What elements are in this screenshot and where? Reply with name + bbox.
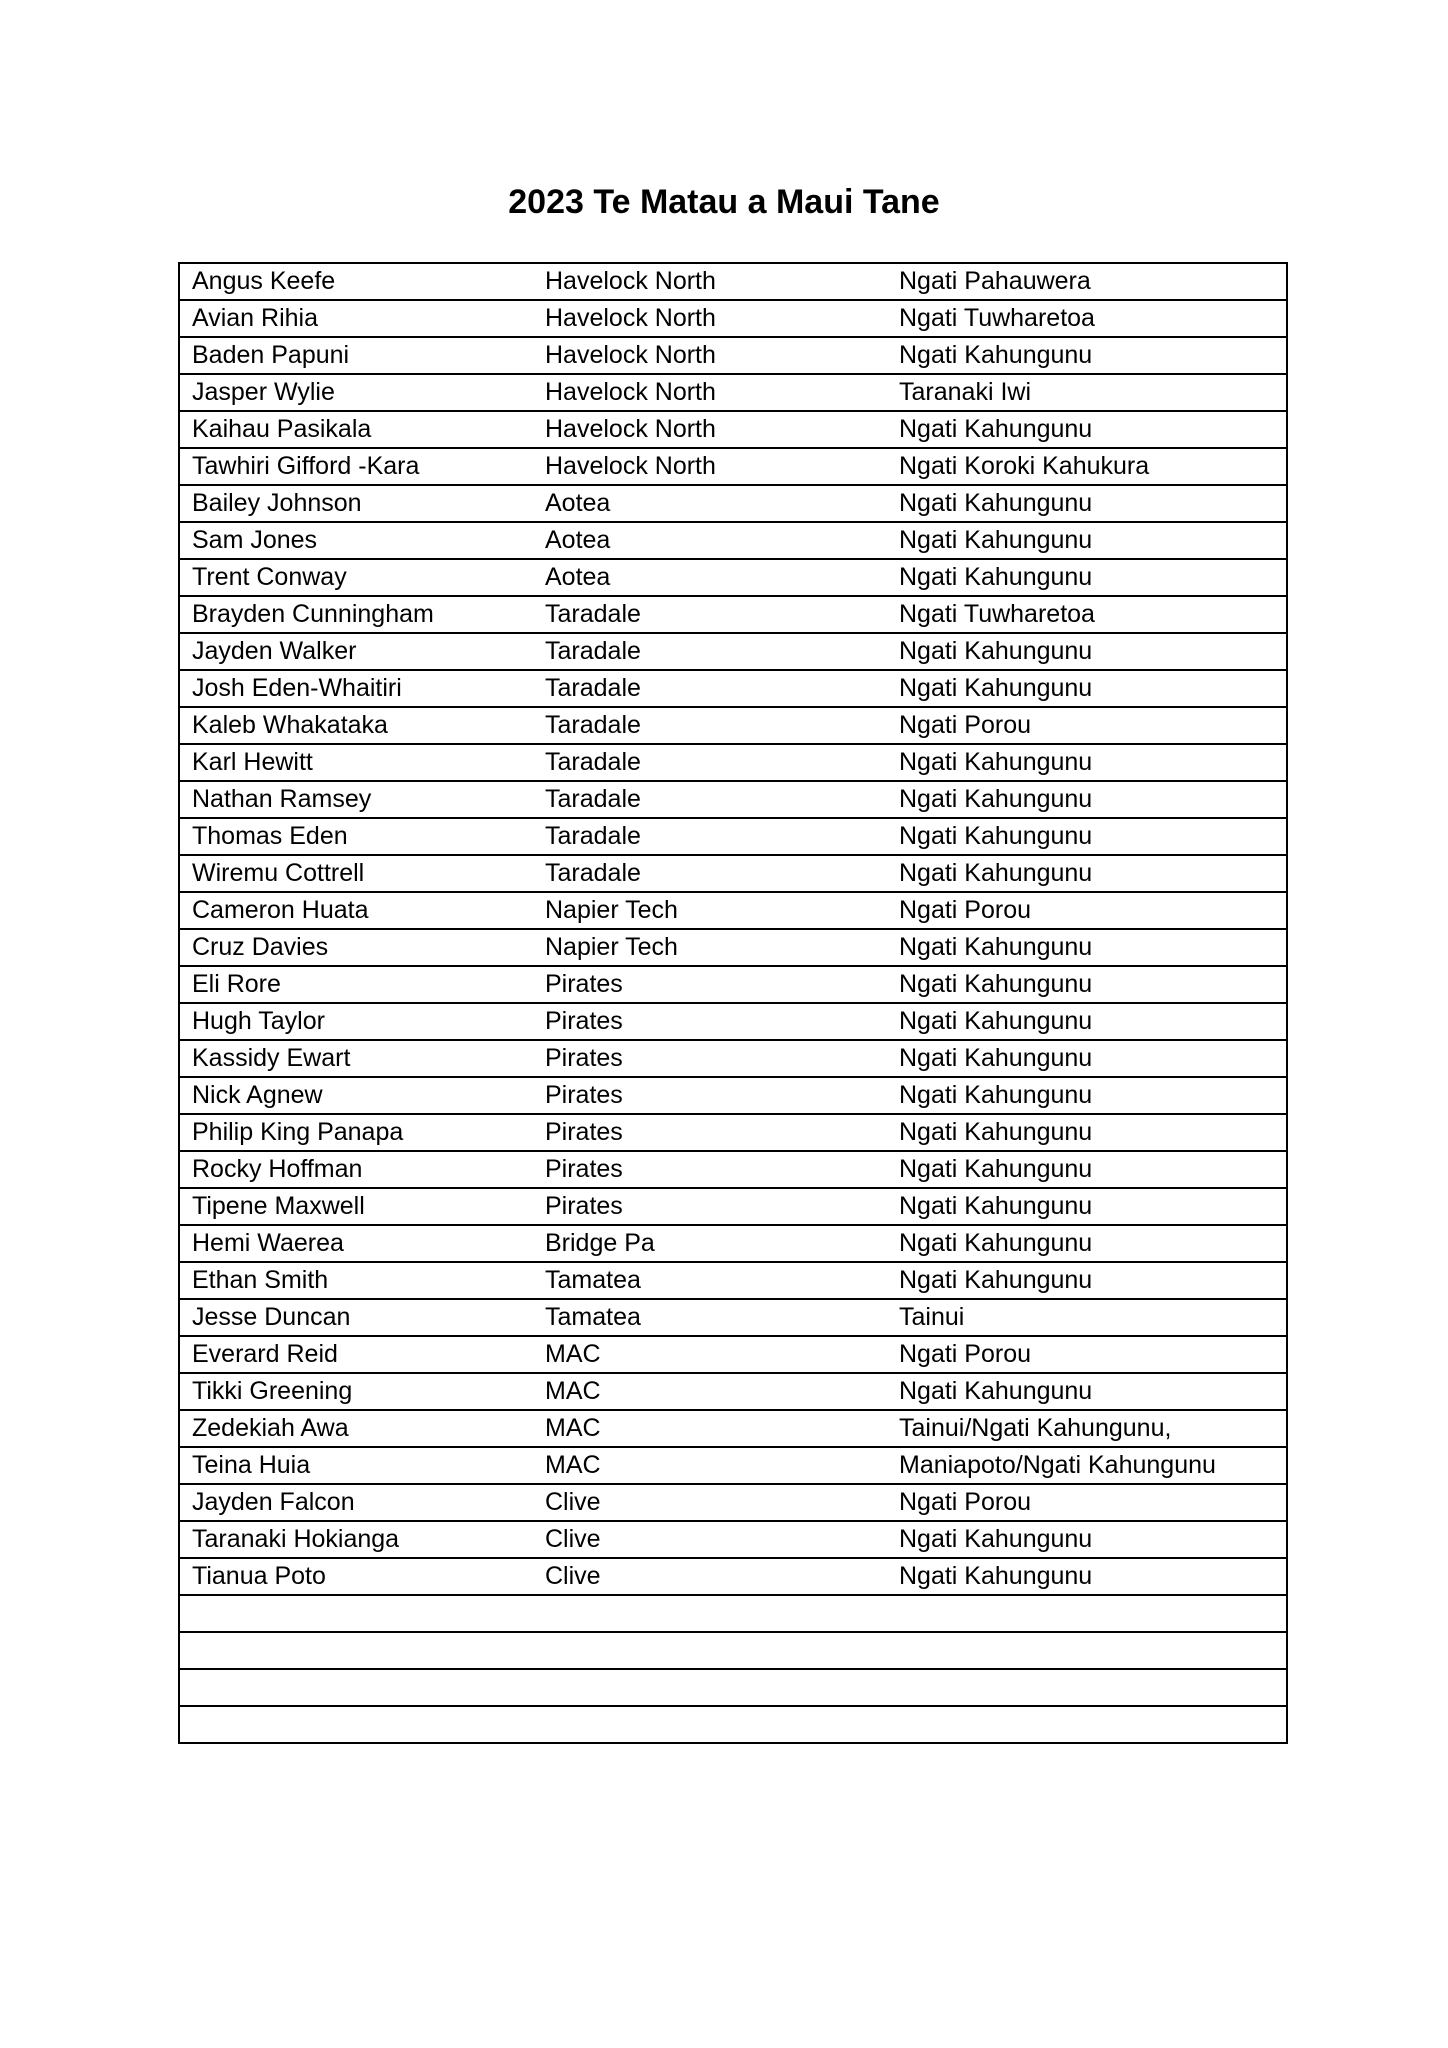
club-cell: Havelock North (533, 448, 887, 485)
iwi-cell: Ngati Kahungunu (887, 559, 1287, 596)
club-cell: Havelock North (533, 374, 887, 411)
iwi-cell (887, 1706, 1287, 1743)
player-name-cell: Philip King Panapa (179, 1114, 533, 1151)
iwi-cell: Taranaki Iwi (887, 374, 1287, 411)
club-cell: Taradale (533, 855, 887, 892)
player-name-cell: Thomas Eden (179, 818, 533, 855)
player-name-cell: Ethan Smith (179, 1262, 533, 1299)
roster-body (179, 263, 1287, 1743)
iwi-cell: Ngati Kahungunu (887, 337, 1287, 374)
iwi-cell: Ngati Kahungunu (887, 1040, 1287, 1077)
iwi-cell: Ngati Porou (887, 892, 1287, 929)
iwi-cell (887, 1595, 1287, 1632)
table-row (179, 1669, 1287, 1706)
iwi-cell: Ngati Kahungunu (887, 1521, 1287, 1558)
iwi-cell: Ngati Kahungunu (887, 1373, 1287, 1410)
table-row (179, 559, 1287, 596)
club-cell: Aotea (533, 559, 887, 596)
iwi-cell: Ngati Tuwharetoa (887, 300, 1287, 337)
player-name-cell: Jasper Wylie (179, 374, 533, 411)
table-row (179, 263, 1287, 300)
player-name-cell: Brayden Cunningham (179, 596, 533, 633)
club-cell: Napier Tech (533, 892, 887, 929)
table-row (179, 522, 1287, 559)
iwi-cell: Tainui/Ngati Kahungunu, (887, 1410, 1287, 1447)
iwi-cell: Ngati Kahungunu (887, 1262, 1287, 1299)
iwi-cell: Ngati Kahungunu (887, 929, 1287, 966)
iwi-cell: Ngati Tuwharetoa (887, 596, 1287, 633)
iwi-cell: Ngati Kahungunu (887, 1188, 1287, 1225)
player-name-cell: Nathan Ramsey (179, 781, 533, 818)
table-row (179, 1484, 1287, 1521)
table-row (179, 670, 1287, 707)
iwi-cell: Ngati Kahungunu (887, 1077, 1287, 1114)
club-cell: MAC (533, 1336, 887, 1373)
table-row (179, 411, 1287, 448)
table-row (179, 929, 1287, 966)
player-name-cell: Kassidy Ewart (179, 1040, 533, 1077)
iwi-cell: Ngati Kahungunu (887, 855, 1287, 892)
club-cell: Taradale (533, 670, 887, 707)
player-name-cell: Karl Hewitt (179, 744, 533, 781)
player-name-cell: Tawhiri Gifford -Kara (179, 448, 533, 485)
player-name-cell: Jayden Falcon (179, 1484, 533, 1521)
club-cell (533, 1595, 887, 1632)
table-row (179, 1262, 1287, 1299)
iwi-cell: Ngati Kahungunu (887, 411, 1287, 448)
iwi-cell: Ngati Porou (887, 1336, 1287, 1373)
table-row (179, 1632, 1287, 1669)
table-row (179, 744, 1287, 781)
iwi-cell: Ngati Koroki Kahukura (887, 448, 1287, 485)
table-row (179, 1299, 1287, 1336)
table-row (179, 818, 1287, 855)
player-name-cell: Wiremu Cottrell (179, 855, 533, 892)
iwi-cell: Ngati Porou (887, 707, 1287, 744)
iwi-cell: Ngati Kahungunu (887, 744, 1287, 781)
player-name-cell: Bailey Johnson (179, 485, 533, 522)
table-row (179, 707, 1287, 744)
iwi-cell: Ngati Kahungunu (887, 818, 1287, 855)
club-cell: Taradale (533, 744, 887, 781)
table-row (179, 448, 1287, 485)
player-name-cell: Jayden Walker (179, 633, 533, 670)
table-row (179, 596, 1287, 633)
table-row (179, 1336, 1287, 1373)
club-cell: Havelock North (533, 411, 887, 448)
player-name-cell: Cameron Huata (179, 892, 533, 929)
club-cell: Pirates (533, 1188, 887, 1225)
table-row (179, 1077, 1287, 1114)
table-row (179, 337, 1287, 374)
player-name-cell: Nick Agnew (179, 1077, 533, 1114)
iwi-cell: Ngati Kahungunu (887, 1558, 1287, 1595)
iwi-cell: Tainui (887, 1299, 1287, 1336)
iwi-cell: Ngati Kahungunu (887, 1225, 1287, 1262)
club-cell: Taradale (533, 818, 887, 855)
club-cell: Pirates (533, 1151, 887, 1188)
player-name-cell: Josh Eden-Whaitiri (179, 670, 533, 707)
player-name-cell: Jesse Duncan (179, 1299, 533, 1336)
table-row (179, 300, 1287, 337)
player-name-cell: Tipene Maxwell (179, 1188, 533, 1225)
roster-table (178, 262, 1288, 1744)
player-name-cell: Angus Keefe (192, 267, 336, 295)
table-row (179, 1151, 1287, 1188)
player-name-cell (179, 1669, 533, 1706)
club-cell: Taradale (533, 633, 887, 670)
player-name-cell: Taranaki Hokianga (179, 1521, 533, 1558)
table-row (179, 781, 1287, 818)
player-name-cell: Rocky Hoffman (179, 1151, 533, 1188)
club-cell: Pirates (533, 1040, 887, 1077)
player-name-cell: Teina Huia (179, 1447, 533, 1484)
player-name-cell: Hemi Waerea (179, 1225, 533, 1262)
iwi-cell: Ngati Kahungunu (887, 1114, 1287, 1151)
table-row (179, 1114, 1287, 1151)
club-cell: Havelock North (533, 300, 887, 337)
player-name-cell: Trent Conway (179, 559, 533, 596)
club-cell (533, 1632, 887, 1669)
table-row (179, 1447, 1287, 1484)
iwi-cell (887, 1632, 1287, 1669)
iwi-cell: Ngati Porou (887, 1484, 1287, 1521)
club-cell: Pirates (533, 966, 887, 1003)
player-name-cell (179, 1706, 533, 1743)
table-row (179, 485, 1287, 522)
iwi-cell: Ngati Kahungunu (887, 1151, 1287, 1188)
club-cell: Clive (533, 1558, 887, 1595)
club-cell: Tamatea (533, 1262, 887, 1299)
table-row (179, 1595, 1287, 1632)
player-name-cell: Sam Jones (179, 522, 533, 559)
player-name-cell: Kaleb Whakataka (179, 707, 533, 744)
player-name-cell: Zedekiah Awa (179, 1410, 533, 1447)
iwi-cell: Ngati Kahungunu (887, 781, 1287, 818)
iwi-cell: Ngati Kahungunu (887, 633, 1287, 670)
table-row (179, 1040, 1287, 1077)
table-row (179, 1225, 1287, 1262)
club-cell: Taradale (533, 707, 887, 744)
club-cell (533, 1669, 887, 1706)
table-row (179, 1188, 1287, 1225)
player-name-cell: Cruz Davies (179, 929, 533, 966)
iwi-cell: Ngati Kahungunu (887, 522, 1287, 559)
table-row (179, 1558, 1287, 1595)
iwi-cell: Ngati Kahungunu (887, 670, 1287, 707)
iwi-cell: Ngati Kahungunu (887, 485, 1287, 522)
club-cell: Napier Tech (533, 929, 887, 966)
table-row (179, 1003, 1287, 1040)
iwi-cell: Ngati Kahungunu (887, 966, 1287, 1003)
club-cell: MAC (533, 1373, 887, 1410)
player-name-cell: Avian Rihia (179, 300, 533, 337)
page-title: 2023 Te Matau a Maui Tane (508, 183, 940, 221)
club-cell: Clive (533, 1484, 887, 1521)
club-cell: Tamatea (533, 1299, 887, 1336)
club-cell (533, 1706, 887, 1743)
player-name-cell: Eli Rore (179, 966, 533, 1003)
table-row (179, 1521, 1287, 1558)
player-name-cell (179, 1632, 533, 1669)
table-row (179, 855, 1287, 892)
player-name-cell: Everard Reid (179, 1336, 533, 1373)
club-cell: Havelock North (545, 267, 716, 295)
iwi-cell: Ngati Pahauwera (899, 267, 1091, 295)
table-row (179, 1706, 1287, 1743)
club-cell: Pirates (533, 1003, 887, 1040)
club-cell: MAC (533, 1447, 887, 1484)
table-row (179, 633, 1287, 670)
club-cell: Bridge Pa (533, 1225, 887, 1262)
club-cell: Taradale (533, 596, 887, 633)
iwi-cell: Ngati Kahungunu (887, 1003, 1287, 1040)
table-row (179, 1373, 1287, 1410)
iwi-cell: Maniapoto/Ngati Kahungunu (887, 1447, 1287, 1484)
club-cell: Taradale (533, 781, 887, 818)
player-name-cell (179, 1595, 533, 1632)
player-name-cell: Baden Papuni (179, 337, 533, 374)
club-cell: Pirates (533, 1077, 887, 1114)
player-name-cell: Hugh Taylor (179, 1003, 533, 1040)
table-row (179, 1410, 1287, 1447)
table-row (179, 892, 1287, 929)
table-row (179, 966, 1287, 1003)
player-name-cell: Tianua Poto (179, 1558, 533, 1595)
club-cell: MAC (533, 1410, 887, 1447)
player-name-cell: Tikki Greening (179, 1373, 533, 1410)
club-cell: Havelock North (533, 337, 887, 374)
club-cell: Aotea (533, 522, 887, 559)
iwi-cell (887, 1669, 1287, 1706)
player-name-cell: Kaihau Pasikala (179, 411, 533, 448)
club-cell: Clive (533, 1521, 887, 1558)
table-row (179, 374, 1287, 411)
club-cell: Pirates (533, 1114, 887, 1151)
club-cell: Aotea (533, 485, 887, 522)
